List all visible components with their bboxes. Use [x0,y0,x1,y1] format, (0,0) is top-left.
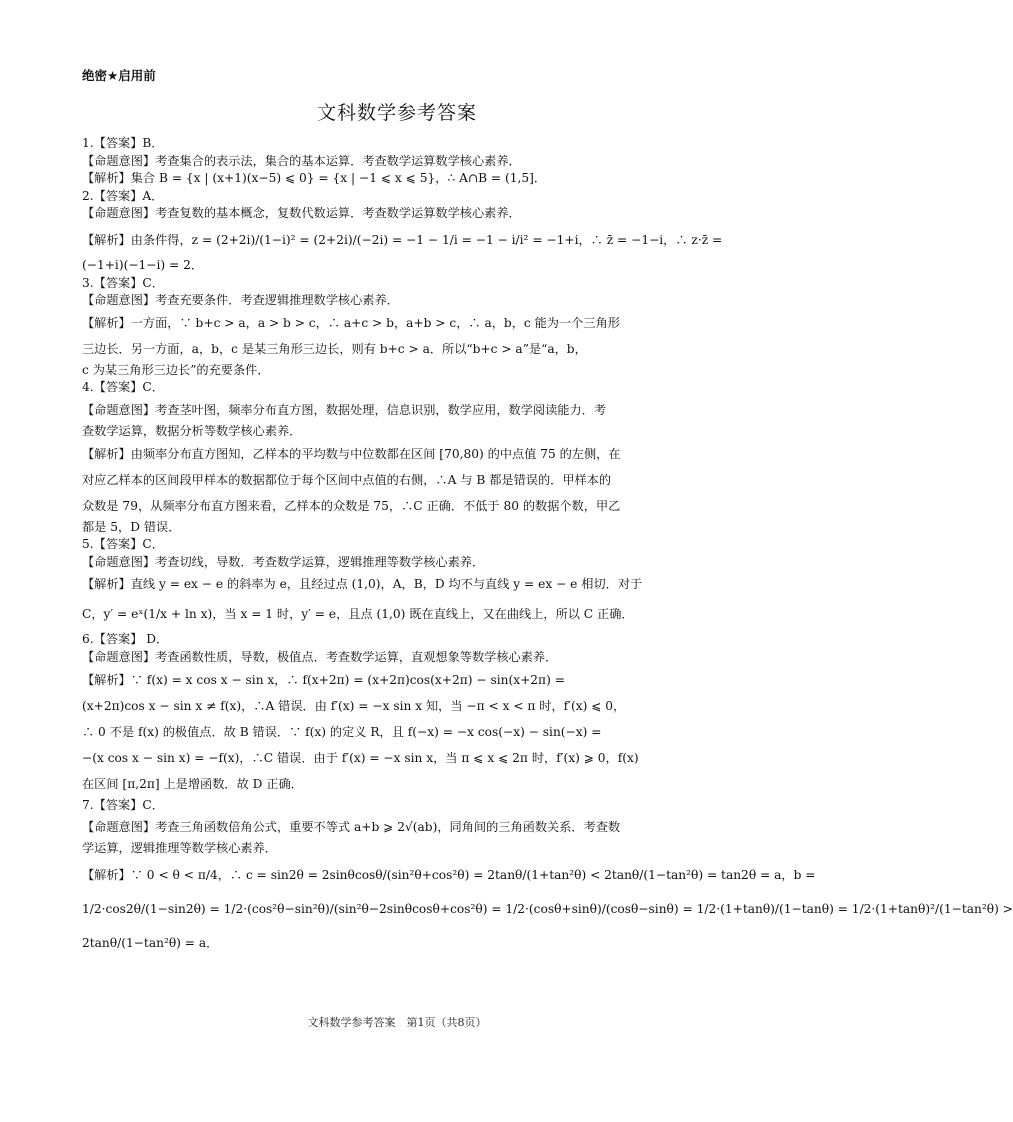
q6-solution-line4: −(x cos x − sin x) = −f(x)，∴C 错误．由于 f′(x) = −x sin x，当 π ⩽ x ⩽ 2π 时，f′(x) ⩾ 0，f(x) [82,750,639,765]
q2-solution-line2: (−1+i)(−1−i) = 2． [82,257,204,272]
q1-solution: 【解析】集合 B = {x | (x+1)(x−5) ⩽ 0} = {x | −1 ⩽ x ⩽ 5}，∴ A∩B = (1,5]． [82,171,547,186]
q3-intent: 【命题意图】考查充要条件．考查逻辑推理数学核心素养． [82,293,399,308]
q6-intent: 【命题意图】考查函数性质，导数，极值点．考查数学运算，直观想象等数学核心素养． [82,649,558,664]
q6-solution-line2: (x+2π)cos x − sin x ≠ f(x)，∴A 错误．由 f′(x) = −x sin x 知，当 −π < x < π 时，f′(x) ⩽ 0， [82,698,626,713]
q4-solution-line3: 众数是 79，从频率分布直方图来看，乙样本的众数是 75，∴C 正确．不低于 80 的数据个数，甲乙 [82,498,621,513]
q6-solution-line1: 【解析】∵ f(x) = x cos x − sin x，∴ f(x+2π) = (x+2π)cos(x+2π) − sin(x+2π) = [82,672,565,687]
q7-answer: 7.【答案】C． [82,797,164,812]
q2-solution-line1: 【解析】由条件得，z = (2+2i)/(1−i)² = (2+2i)/(−2i) = −1 − 1/i = −1 − i/i² = −1+i，∴ z̄ = −1−i，∴ z·z̄ = [82,232,723,247]
q7-intent-line2: 学运算，逻辑推理等数学核心素养． [82,841,277,856]
q3-solution-line2: 三边长．另一方面，a，b，c 是某三角形三边长，则有 b+c > a．所以“b+c > a”是“a，b， [82,341,587,356]
q3-solution-line3: c 为某三角形三边长”的充要条件． [82,362,270,377]
q4-solution-line1: 【解析】由频率分布直方图知，乙样本的平均数与中位数都在区间 [70,80) 的中点值 75 的左侧，在 [82,446,621,461]
q6-solution-line5: 在区间 [π,2π] 上是增函数．故 D 正确． [82,776,303,791]
q5-answer: 5.【答案】C． [82,537,164,552]
q2-answer: 2.【答案】A． [82,188,164,203]
answer-body [82,135,1013,960]
q4-solution-line2: 对应乙样本的区间段甲样本的数据都位于每个区间中点值的右侧，∴A 与 B 都是错误的．甲样本的 [82,472,612,487]
q7-solution-line2: 1/2·cos2θ/(1−sin2θ) = 1/2·(cos²θ−sin²θ)/(sin²θ−2sinθcosθ+cos²θ) = 1/2·(cosθ+sinθ)/(cosθ−sinθ) = 1/2·(1+tanθ)/(1−tanθ) = 1/2·(1+tanθ)²/(1−tan²θ) > [82,901,1013,916]
q4-intent-line2: 查数学运算，数据分析等数学核心素养． [82,423,302,438]
q7-solution-line3: 2tanθ/(1−tan²θ) = a． [82,935,219,950]
q3-solution-line1: 【解析】一方面，∵ b+c > a，a > b > c，∴ a+c > b，a+b > c，∴ a，b，c 能为一个三角形 [82,315,620,330]
q5-solution-line2: C，y′ = eˣ(1/x + ln x)，当 x = 1 时，y′ = e，且点 (1,0) 既在直线上，又在曲线上，所以 C 正确． [82,607,634,622]
q7-intent-line1: 【命题意图】考查三角函数倍角公式，重要不等式 a+b ⩾ 2√(ab)，同角间的三角函数关系．考查数 [82,820,621,835]
q5-solution-line1: 【解析】直线 y = ex − e 的斜率为 e，且经过点 (1,0)，A，B，D 均不与直线 y = ex − e 相切．对于 [82,577,643,592]
q2-intent: 【命题意图】考查复数的基本概念，复数代数运算．考查数学运算数学核心素养． [82,206,521,221]
q4-answer: 4.【答案】C． [82,380,164,395]
q6-answer: 6.【答案】 D． [82,632,169,647]
q1-answer: 1.【答案】B． [82,136,164,150]
page-footer: 文科数学参考答案 第1页（共8页） [307,1016,487,1029]
q1-intent: 【命题意图】考查集合的表示法，集合的基本运算．考查数学运算数学核心素养． [82,153,521,168]
q6-solution-line3: ∴ 0 不是 f(x) 的极值点．故 B 错误．∵ f(x) 的定义 R，且 f(−x) = −x cos(−x) − sin(−x) = [82,724,602,739]
q4-intent-line1: 【命题意图】考查茎叶图，频率分布直方图，数据处理，信息识别，数学应用，数学阅读能力．考 [82,402,607,417]
q5-intent: 【命题意图】考查切线，导数．考查数学运算，逻辑推理等数学核心素养． [82,554,485,569]
page-title: 文科数学参考答案 [316,102,477,124]
q3-answer: 3.【答案】C． [82,275,164,290]
q4-solution-line4: 都是 5，D 错误． [82,519,181,534]
confidential-label: 绝密★启用前 [82,68,156,83]
q7-solution-line1: 【解析】∵ 0 < θ < π/4，∴ c = sin2θ = 2sinθcosθ/(sin²θ+cos²θ) = 2tanθ/(1+tan²θ) < 2tanθ/(1−tan²θ) = tan2θ = a，b = [82,867,816,882]
